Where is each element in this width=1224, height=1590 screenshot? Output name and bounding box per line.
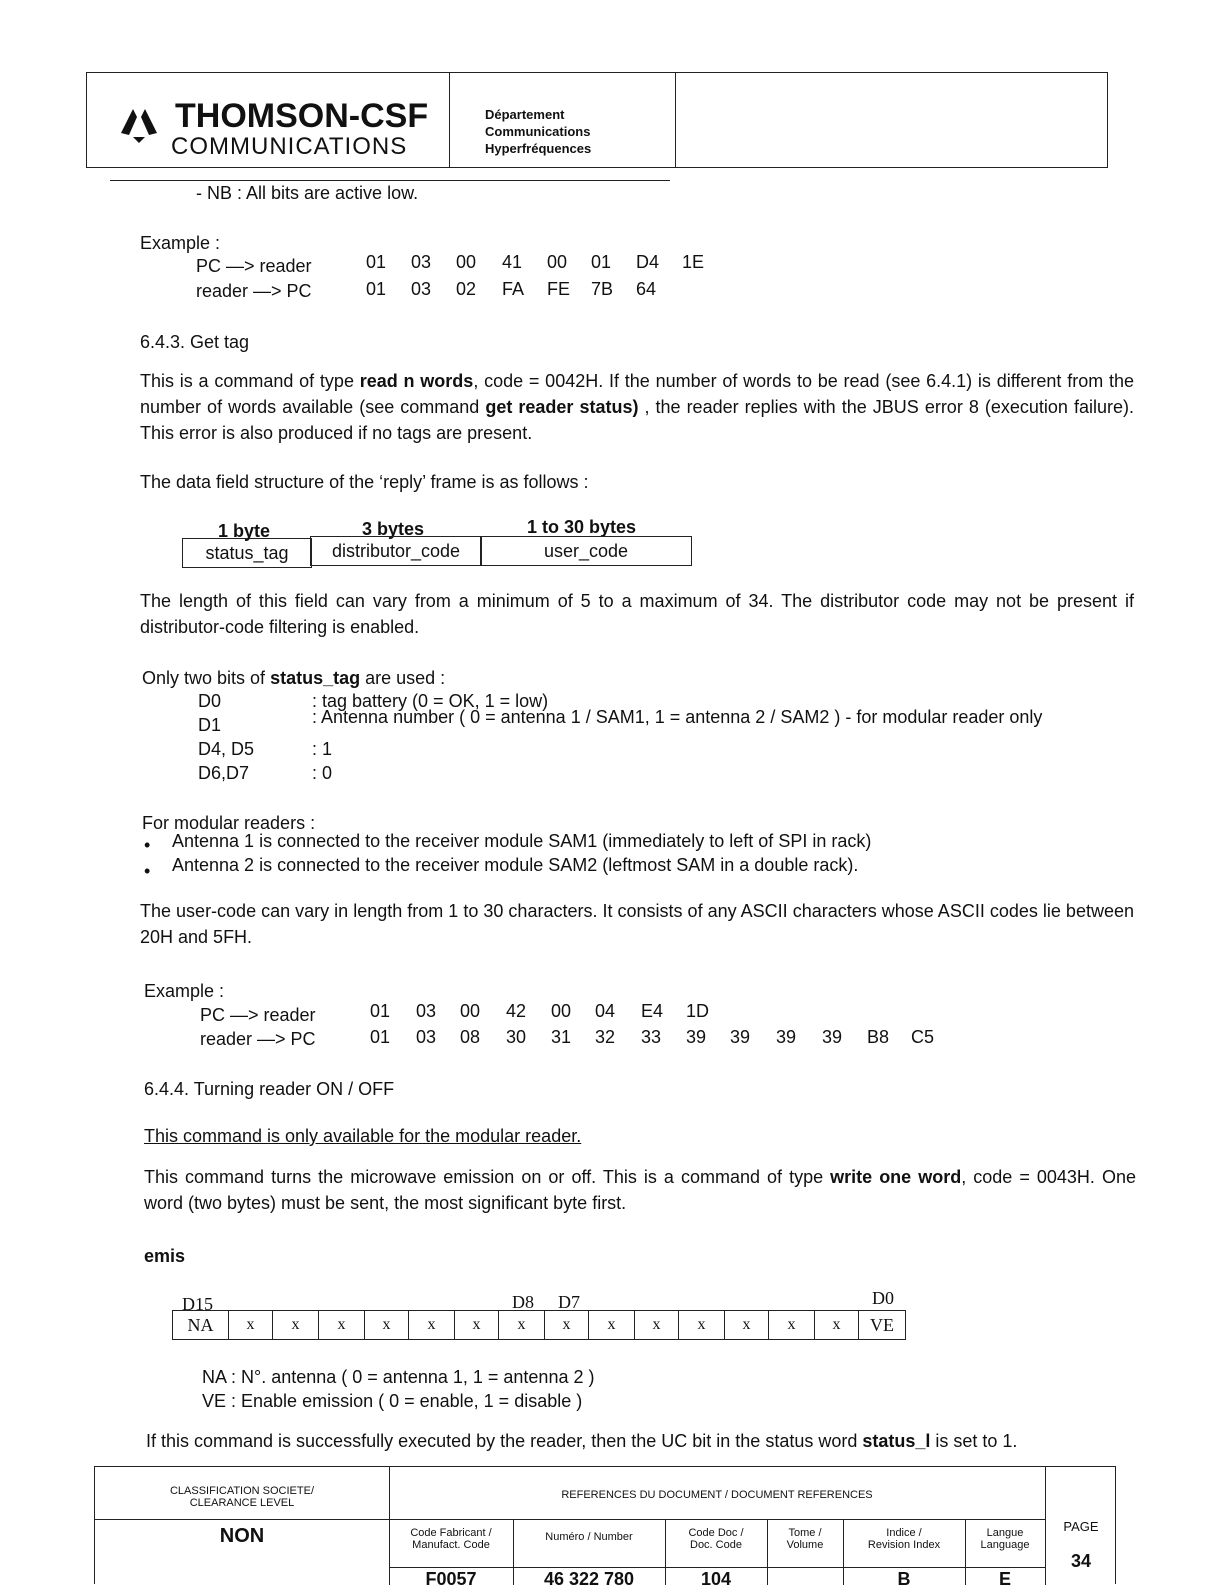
hex-byte: 39 <box>822 1027 843 1047</box>
register-bit-cell: NA <box>173 1311 229 1339</box>
register-bit-cell: x <box>545 1311 589 1339</box>
register-bit-cell: x <box>815 1311 859 1339</box>
reference-label <box>513 1531 665 1543</box>
hex-byte: 00 <box>460 1001 481 1021</box>
example-label: Example : <box>140 233 221 253</box>
hex-byte: 39 <box>730 1027 751 1047</box>
command-type: write one word <box>830 1167 962 1187</box>
text-run: This is a command of type <box>140 371 360 391</box>
document-header <box>86 72 1108 168</box>
hex-byte: 32 <box>595 1027 616 1047</box>
label-line: Language <box>980 1539 1030 1551</box>
label-line: Doc. Code <box>690 1539 742 1551</box>
status-bit-desc: : 1 <box>312 739 333 759</box>
hex-byte: 7B <box>591 279 614 299</box>
label-line: CLASSIFICATION SOCIETE/ <box>169 1485 315 1497</box>
hex-byte: FE <box>547 279 571 299</box>
status-bit-desc: : 0 <box>312 763 333 783</box>
hex-byte: C5 <box>911 1027 935 1047</box>
register-bit-cell: x <box>769 1311 815 1339</box>
department-block <box>449 73 676 167</box>
hex-byte: 39 <box>776 1027 797 1047</box>
user-code-note: The user-code can vary in length from 1 to 30 characters. It consists of any ASCII characters whose ASCII codes lie between 20H and 5FH. <box>140 901 1134 947</box>
bit-label: D0 <box>872 1288 894 1308</box>
section-title-6-4-3: 6.4.3. Get tag <box>140 332 250 352</box>
label-line: Manufact. Code <box>412 1539 490 1551</box>
hex-byte: 01 <box>370 1001 391 1021</box>
register-bit-cell: x <box>589 1311 635 1339</box>
text-run: This command turns the microwave emission on or off. This is a command of type <box>144 1167 831 1187</box>
register-bit-cell: x <box>273 1311 319 1339</box>
hex-byte: 02 <box>456 279 477 299</box>
reference-value: B <box>897 1569 911 1589</box>
hex-byte: 03 <box>416 1027 437 1047</box>
hex-byte: 01 <box>366 279 387 299</box>
register-bit-cell: x <box>725 1311 769 1339</box>
register-bit-cell: x <box>319 1311 365 1339</box>
department-line: Hyperfréquences <box>485 141 592 156</box>
field-size-header: 1 to 30 bytes <box>527 517 637 537</box>
page-label: PAGE <box>1063 1519 1099 1534</box>
hex-byte: B8 <box>867 1027 890 1047</box>
hex-byte: 01 <box>370 1027 391 1047</box>
field-length-note: The length of this field can vary from a minimum of 5 to a maximum of 34. The distributor code may not be present if distributor-code filtering is enabled. <box>140 591 1134 637</box>
example-direction: PC —> reader <box>196 256 312 276</box>
hex-byte: 64 <box>636 279 657 299</box>
example-label: Example : <box>144 981 225 1001</box>
status-bit-name: D0 <box>198 691 222 711</box>
company-name: THOMSON-CSF <box>175 97 429 135</box>
label-line: CLEARANCE LEVEL <box>189 1497 295 1509</box>
field-user-code: user_code <box>480 536 692 566</box>
status-bit-desc: : Antenna number ( 0 = antenna 1 / SAM1, 1 = antenna 2 / SAM2 ) - for modular reader only <box>312 707 1043 727</box>
department-line: Communications <box>485 124 591 139</box>
bit-label: D7 <box>558 1292 580 1312</box>
reference-value: F0057 <box>425 1569 477 1589</box>
hex-byte: 42 <box>506 1001 527 1021</box>
list-item: Antenna 1 is connected to the receiver module SAM1 (immediately to left of SPI in rack) <box>172 831 872 851</box>
department-line: Département <box>485 107 565 122</box>
field-distributor-code: distributor_code <box>310 536 482 566</box>
page-number: 34 <box>1070 1551 1092 1571</box>
emission-description <box>144 1164 1136 1216</box>
reference-value: 46 322 780 <box>543 1569 635 1589</box>
command-type: read n words <box>359 371 474 391</box>
text-run: If this command is successfully executed by the reader, then the UC bit in the status word <box>146 1431 863 1451</box>
header-rule <box>110 180 670 181</box>
label-line: Numéro / Number <box>545 1531 633 1543</box>
hex-byte: 31 <box>551 1027 572 1047</box>
company-logo <box>87 73 450 167</box>
reference-label <box>665 1527 767 1551</box>
label-line: Revision Index <box>867 1539 941 1551</box>
reference-label <box>965 1527 1045 1551</box>
document-footer <box>94 1466 1116 1589</box>
field-status-tag: status_tag <box>182 538 312 568</box>
availability-note: This command is only available for the modular reader. <box>144 1126 582 1146</box>
label-line: Langue <box>986 1527 1024 1539</box>
status-bit-name: D1 <box>198 715 222 735</box>
register-bit-cell: x <box>499 1311 545 1339</box>
divider <box>95 1519 1045 1520</box>
text-run: , code = 0043H. One word (two bytes) must be sent, the most significant byte first. <box>144 1167 1136 1213</box>
register-bit-cell: x <box>679 1311 725 1339</box>
label-line: Indice / <box>886 1527 922 1539</box>
label-line: Code Fabricant / <box>410 1527 492 1539</box>
bit-label: D15 <box>182 1294 213 1314</box>
bullet-icon: • <box>144 835 151 855</box>
classification-label <box>95 1485 389 1509</box>
hex-byte: 39 <box>686 1027 707 1047</box>
register-bit-cell: x <box>409 1311 455 1339</box>
modular-readers-intro: For modular readers : <box>142 813 316 833</box>
status-bit-desc: : tag battery (0 = OK, 1 = low) <box>312 691 549 711</box>
hex-byte: D4 <box>636 252 660 272</box>
status-word: status_l <box>862 1431 931 1451</box>
hex-byte: 33 <box>641 1027 662 1047</box>
status-tag-intro <box>142 667 445 689</box>
get-tag-description <box>140 368 1134 446</box>
bit-label: D8 <box>512 1292 534 1312</box>
thomson-logo-icon <box>119 103 159 143</box>
register-name: emis <box>144 1246 186 1266</box>
status-bit-name: D6,D7 <box>198 763 250 783</box>
label-line: Tome / <box>788 1527 822 1539</box>
hex-byte: 1D <box>686 1001 710 1021</box>
text-run: , code = 0042H. If the number of words to be read (see 6.4.1) is different from the number of words available (see command <box>140 371 1134 417</box>
hex-byte: 00 <box>551 1001 572 1021</box>
register-bit-cell: x <box>365 1311 409 1339</box>
legend-na: NA : N°. antenna ( 0 = antenna 1, 1 = antenna 2 ) <box>202 1367 595 1387</box>
company-division: COMMUNICATIONS <box>171 133 408 160</box>
reply-frame-intro: The data field structure of the ‘reply’ frame is as follows : <box>140 472 589 492</box>
text-run: Only two bits of <box>142 668 271 688</box>
bullet-icon: • <box>144 861 151 881</box>
hex-byte: 00 <box>547 252 568 272</box>
hex-byte: 03 <box>411 279 432 299</box>
hex-byte: 03 <box>411 252 432 272</box>
hex-byte: 41 <box>502 252 523 272</box>
label-line: Code Doc / <box>688 1527 744 1539</box>
hex-byte: FA <box>502 279 525 299</box>
hex-byte: 30 <box>506 1027 527 1047</box>
execution-note <box>146 1430 1017 1452</box>
example-direction: reader —> PC <box>200 1029 316 1049</box>
field-size-header: 3 bytes <box>362 519 425 539</box>
register-bit-cell: x <box>229 1311 273 1339</box>
section-title-6-4-4: 6.4.4. Turning reader ON / OFF <box>144 1079 395 1099</box>
divider <box>389 1567 1045 1568</box>
status-tag-term: status_tag <box>270 668 361 688</box>
command-reference: get reader status) <box>485 397 639 417</box>
reference-label <box>843 1527 965 1551</box>
label-line: Volume <box>786 1539 824 1551</box>
example-direction: reader —> PC <box>196 281 312 301</box>
hex-byte: 00 <box>456 252 477 272</box>
references-label: REFERENCES DU DOCUMENT / DOCUMENT REFERENCES <box>561 1489 873 1501</box>
example-direction: PC —> reader <box>200 1005 316 1025</box>
hex-byte: E4 <box>641 1001 664 1021</box>
hex-byte: 08 <box>460 1027 481 1047</box>
register-bit-cell: x <box>635 1311 679 1339</box>
hex-byte: 03 <box>416 1001 437 1021</box>
legend-ve: VE : Enable emission ( 0 = enable, 1 = disable ) <box>202 1391 583 1411</box>
hex-byte: 01 <box>366 252 387 272</box>
list-item: Antenna 2 is connected to the receiver module SAM2 (leftmost SAM in a double rack). <box>172 855 859 875</box>
hex-byte: 01 <box>591 252 612 272</box>
register-bit-cell: VE <box>870 1315 894 1335</box>
field-size-header: 1 byte <box>218 521 271 541</box>
reference-label <box>389 1527 513 1551</box>
register-bit-cell: x <box>455 1311 499 1339</box>
text-run: , the reader replies with the JBUS error 8 (execution failure). This error is also produced if no tags are present. <box>140 397 1134 443</box>
reference-value: 104 <box>700 1569 732 1589</box>
classification-value: NON <box>219 1525 265 1547</box>
nb-note: - NB : All bits are active low. <box>196 183 419 203</box>
emis-register <box>172 1310 906 1340</box>
reference-label <box>767 1527 843 1551</box>
status-bit-name: D4, D5 <box>198 739 255 759</box>
text-run: is set to 1. <box>930 1431 1018 1451</box>
text-run: are used : <box>360 668 446 688</box>
reference-value: E <box>998 1569 1011 1589</box>
hex-byte: 1E <box>682 252 705 272</box>
hex-byte: 04 <box>595 1001 616 1021</box>
